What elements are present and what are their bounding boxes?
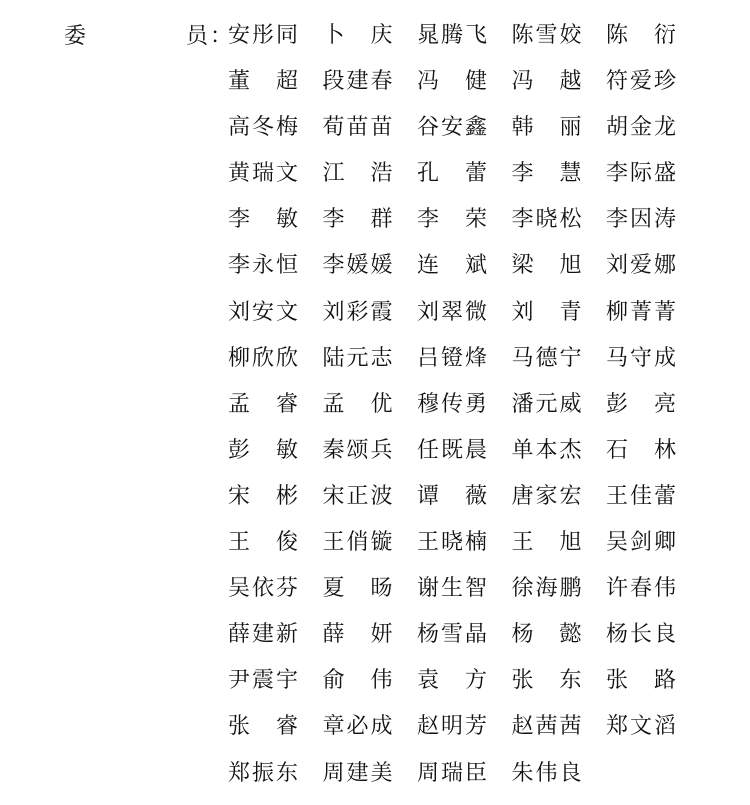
member-name: 赵茜茜 — [511, 714, 582, 740]
member-name: 刘翠微 — [417, 299, 487, 325]
member-name: 谷安鑫 — [417, 115, 487, 141]
member-name: 穆传勇 — [417, 391, 487, 417]
member-name: 周瑞臣 — [417, 760, 487, 786]
member-name: 单本杰 — [511, 437, 582, 463]
member-name: 杨雪晶 — [417, 622, 487, 648]
role-label — [64, 22, 233, 52]
member-name: 韩 丽 — [511, 115, 582, 141]
member-name: 彭 亮 — [606, 391, 676, 417]
member-row — [228, 113, 708, 159]
member-name: 俞 伟 — [322, 668, 393, 694]
member-name: 冯 健 — [417, 69, 487, 95]
member-name: 吴依芬 — [228, 576, 298, 602]
member-row — [228, 67, 708, 113]
member-name: 安彤同 — [228, 23, 298, 48]
member-name: 尹震宇 — [228, 668, 298, 694]
member-row — [228, 620, 708, 666]
member-name: 柳欣欣 — [228, 345, 298, 371]
member-name: 梁 旭 — [511, 253, 582, 279]
member-name: 彭 敏 — [228, 437, 298, 463]
member-name: 荀苗苗 — [322, 115, 393, 141]
member-name: 吴剑卿 — [606, 530, 676, 556]
member-name: 刘爱娜 — [606, 253, 676, 279]
member-name: 李晓松 — [511, 207, 582, 233]
member-name: 杨长良 — [606, 622, 676, 648]
member-name: 孟 睿 — [228, 391, 298, 417]
member-row — [228, 436, 708, 482]
member-name: 夏 旸 — [322, 576, 393, 602]
member-name: 朱伟良 — [511, 760, 582, 786]
member-name: 董 超 — [228, 69, 298, 95]
member-name: 李 群 — [322, 207, 393, 233]
member-name: 刘彩霞 — [322, 299, 393, 325]
member-name: 刘安文 — [228, 299, 298, 325]
member-name: 袁 方 — [417, 668, 487, 694]
member-name: 张 睿 — [228, 714, 298, 740]
member-name: 宋 彬 — [228, 483, 298, 509]
member-name: 黄瑞文 — [228, 161, 298, 187]
member-name: 李 荣 — [417, 207, 487, 233]
member-name: 杨 懿 — [511, 622, 582, 648]
member-name: 王佳蕾 — [606, 483, 676, 509]
member-name: 柳菁菁 — [606, 299, 676, 325]
member-row — [228, 482, 708, 528]
member-row — [228, 21, 708, 67]
member-row — [228, 528, 708, 574]
member-name: 许春伟 — [606, 576, 676, 602]
member-name: 潘元威 — [511, 391, 582, 417]
member-name: 连 斌 — [417, 253, 487, 279]
member-name: 赵明芳 — [417, 714, 487, 740]
member-row — [228, 712, 708, 758]
member-name: 薛建新 — [228, 622, 298, 648]
member-name: 江 浩 — [322, 161, 393, 187]
member-name: 孟 优 — [322, 391, 393, 417]
member-name: 冯 越 — [511, 69, 582, 95]
member-name: 陆元志 — [322, 345, 393, 371]
member-row — [228, 390, 708, 436]
member-row — [228, 344, 708, 390]
member-name: 王 俊 — [228, 530, 298, 556]
member-names-grid — [228, 21, 708, 805]
member-name: 王晓楠 — [417, 530, 487, 556]
member-name: 徐海鹏 — [511, 576, 582, 602]
member-name: 高冬梅 — [228, 115, 298, 141]
member-name: 孔 蕾 — [417, 161, 487, 187]
member-name: 符爱珍 — [606, 69, 676, 95]
member-name: 唐家宏 — [511, 483, 582, 509]
member-row — [228, 159, 708, 205]
member-name: 马守成 — [606, 345, 676, 371]
member-name: 石 林 — [606, 437, 676, 463]
member-name: 宋正波 — [322, 483, 393, 509]
member-row — [228, 251, 708, 297]
role-label-first-char: 委 — [64, 24, 87, 49]
member-name: 胡金龙 — [606, 115, 676, 141]
member-name: 段建春 — [322, 69, 393, 95]
member-name: 李际盛 — [606, 161, 676, 187]
member-name: 周建美 — [322, 760, 393, 786]
member-name: 陈雪姣 — [511, 23, 582, 48]
member-name: 陈 衍 — [606, 23, 676, 48]
member-name: 吕镫烽 — [417, 345, 487, 371]
member-name: 李媛媛 — [322, 253, 393, 279]
member-name: 晁腾飞 — [417, 23, 487, 48]
member-row — [228, 759, 708, 805]
member-name: 李 慧 — [511, 161, 582, 187]
member-name: 马德宁 — [511, 345, 582, 371]
member-name: 李永恒 — [228, 253, 298, 279]
member-name: 秦颂兵 — [322, 437, 393, 463]
member-name: 刘 青 — [511, 299, 582, 325]
member-name: 谢生智 — [417, 576, 487, 602]
role-label-colon: ： — [210, 24, 233, 49]
member-name: 李 敏 — [228, 207, 298, 233]
member-name: 王俏镟 — [322, 530, 393, 556]
member-name: 王 旭 — [511, 530, 582, 556]
member-name: 章必成 — [322, 714, 393, 740]
member-name: 任既晨 — [417, 437, 487, 463]
member-name: 谭 薇 — [417, 483, 487, 509]
member-name: 张 东 — [511, 668, 582, 694]
member-name: 郑文滔 — [606, 714, 676, 740]
member-name: 郑振东 — [228, 760, 298, 786]
member-name: 李因涛 — [606, 207, 676, 233]
member-name: 卜 庆 — [322, 23, 393, 48]
role-label-last-char: 员 — [186, 24, 209, 49]
member-name: 张 路 — [606, 668, 676, 694]
member-row — [228, 666, 708, 712]
member-row — [228, 205, 708, 251]
member-name: 薛 妍 — [322, 622, 393, 648]
member-row — [228, 298, 708, 344]
member-row — [228, 574, 708, 620]
